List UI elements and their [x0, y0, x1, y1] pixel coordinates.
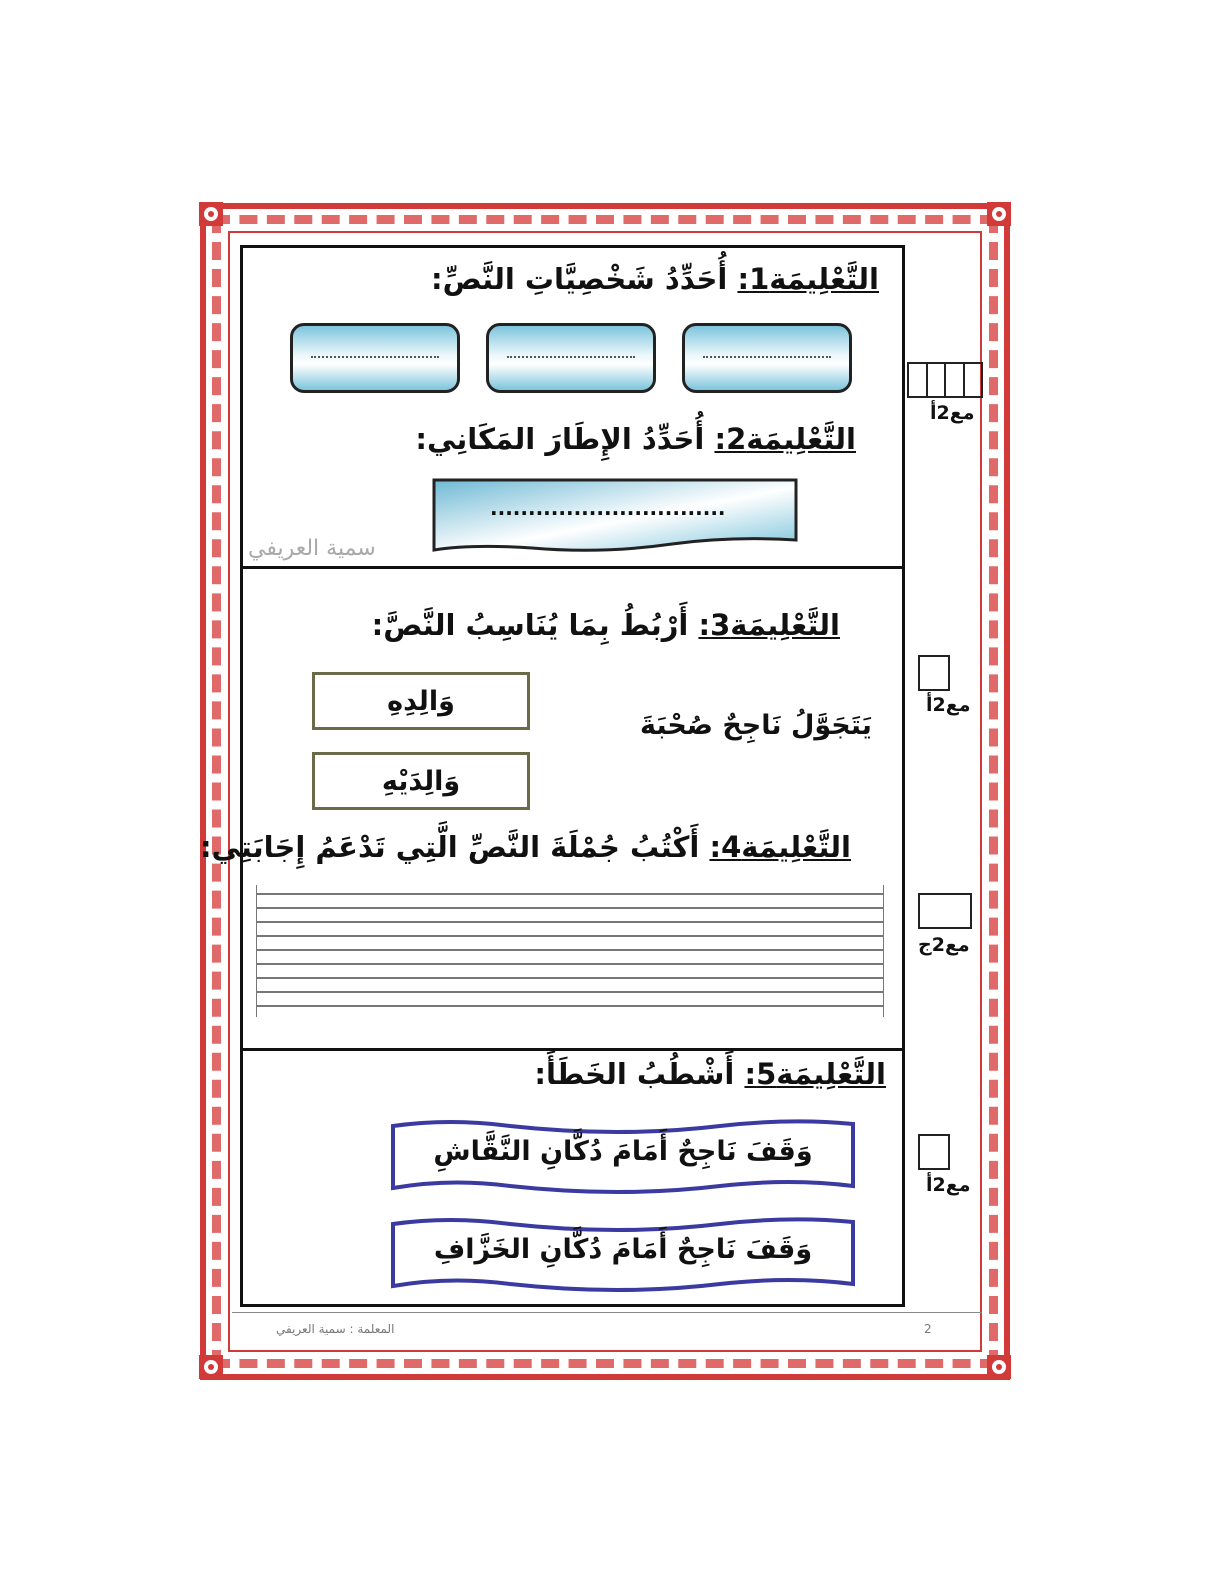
sentence-option[interactable]: وَقَفَ نَاجِحٌ أَمَامَ دُكَّانِ الخَزَّافِ: [433, 1234, 813, 1265]
criterion-label: مع2أ: [926, 694, 971, 716]
score-box[interactable]: [918, 655, 950, 691]
character-answer-box[interactable]: [290, 323, 460, 393]
match-option[interactable]: وَالِدَيْهِ: [312, 752, 530, 810]
section-divider: [243, 566, 902, 569]
task-2-label: التَّعْلِيمَة2:: [714, 422, 856, 456]
corner-ornament-icon: [196, 1352, 226, 1382]
place-answer-blank: ...............................: [490, 496, 726, 520]
task-4-label: التَّعْلِيمَة4:: [709, 830, 851, 864]
task-1-label: التَّعْلِيمَة1:: [737, 262, 879, 296]
footer-teacher: المعلمة : سمية العريفي: [276, 1322, 395, 1336]
task-2-instruction: [415, 422, 856, 456]
task-3-label: التَّعْلِيمَة3:: [698, 608, 840, 642]
writing-lines[interactable]: [256, 885, 884, 1017]
score-box[interactable]: [918, 1134, 950, 1170]
task-5-instruction: [534, 1057, 886, 1091]
sentence-option[interactable]: وَقَفَ نَاجِحٌ أَمَامَ دُكَّانِ النَّقَّاشِ: [433, 1136, 813, 1167]
task-5-label: التَّعْلِيمَة5:: [744, 1057, 886, 1091]
section-divider: [243, 1048, 902, 1051]
task-4-text: أَكْتُبُ جُمْلَةَ النَّصِّ الَّتِي تَدْعَمُ إِجَابَتِي:: [199, 830, 710, 864]
score-box[interactable]: [918, 893, 972, 929]
character-answer-box[interactable]: [486, 323, 656, 393]
footer-page-number: 2: [924, 1322, 932, 1336]
footer-divider: [232, 1312, 982, 1313]
corner-ornament-icon: [984, 199, 1014, 229]
task-4-instruction: [200, 830, 851, 864]
score-grid[interactable]: [907, 362, 983, 398]
character-answer-box[interactable]: [682, 323, 852, 393]
task-1-text: أُحَدِّدُ شَخْصِيَّاتِ النَّصِّ:: [430, 262, 738, 296]
match-option[interactable]: وَالِدِهِ: [312, 672, 530, 730]
task-1-instruction: [431, 262, 879, 296]
task-5-text: أَشْطُبُ الخَطَأَ:: [534, 1057, 745, 1091]
corner-ornament-icon: [984, 1352, 1014, 1382]
criterion-label: مع2أ: [926, 1174, 971, 1196]
match-phrase: يَتَجَوَّلُ نَاجِحٌ صُحْبَةَ: [640, 710, 872, 741]
task-3-instruction: [372, 608, 840, 642]
task-3-text: أَرْبُطُ بِمَا يُنَاسِبُ النَّصَّ:: [371, 608, 699, 642]
corner-ornament-icon: [196, 199, 226, 229]
criterion-label: مع2أ: [930, 402, 975, 424]
author-watermark: سمية العريفي: [248, 536, 376, 561]
criterion-label: مع2ج: [918, 934, 970, 956]
task-2-text: أُحَدِّدُ الإِطَارَ المَكَانِي:: [415, 422, 715, 456]
